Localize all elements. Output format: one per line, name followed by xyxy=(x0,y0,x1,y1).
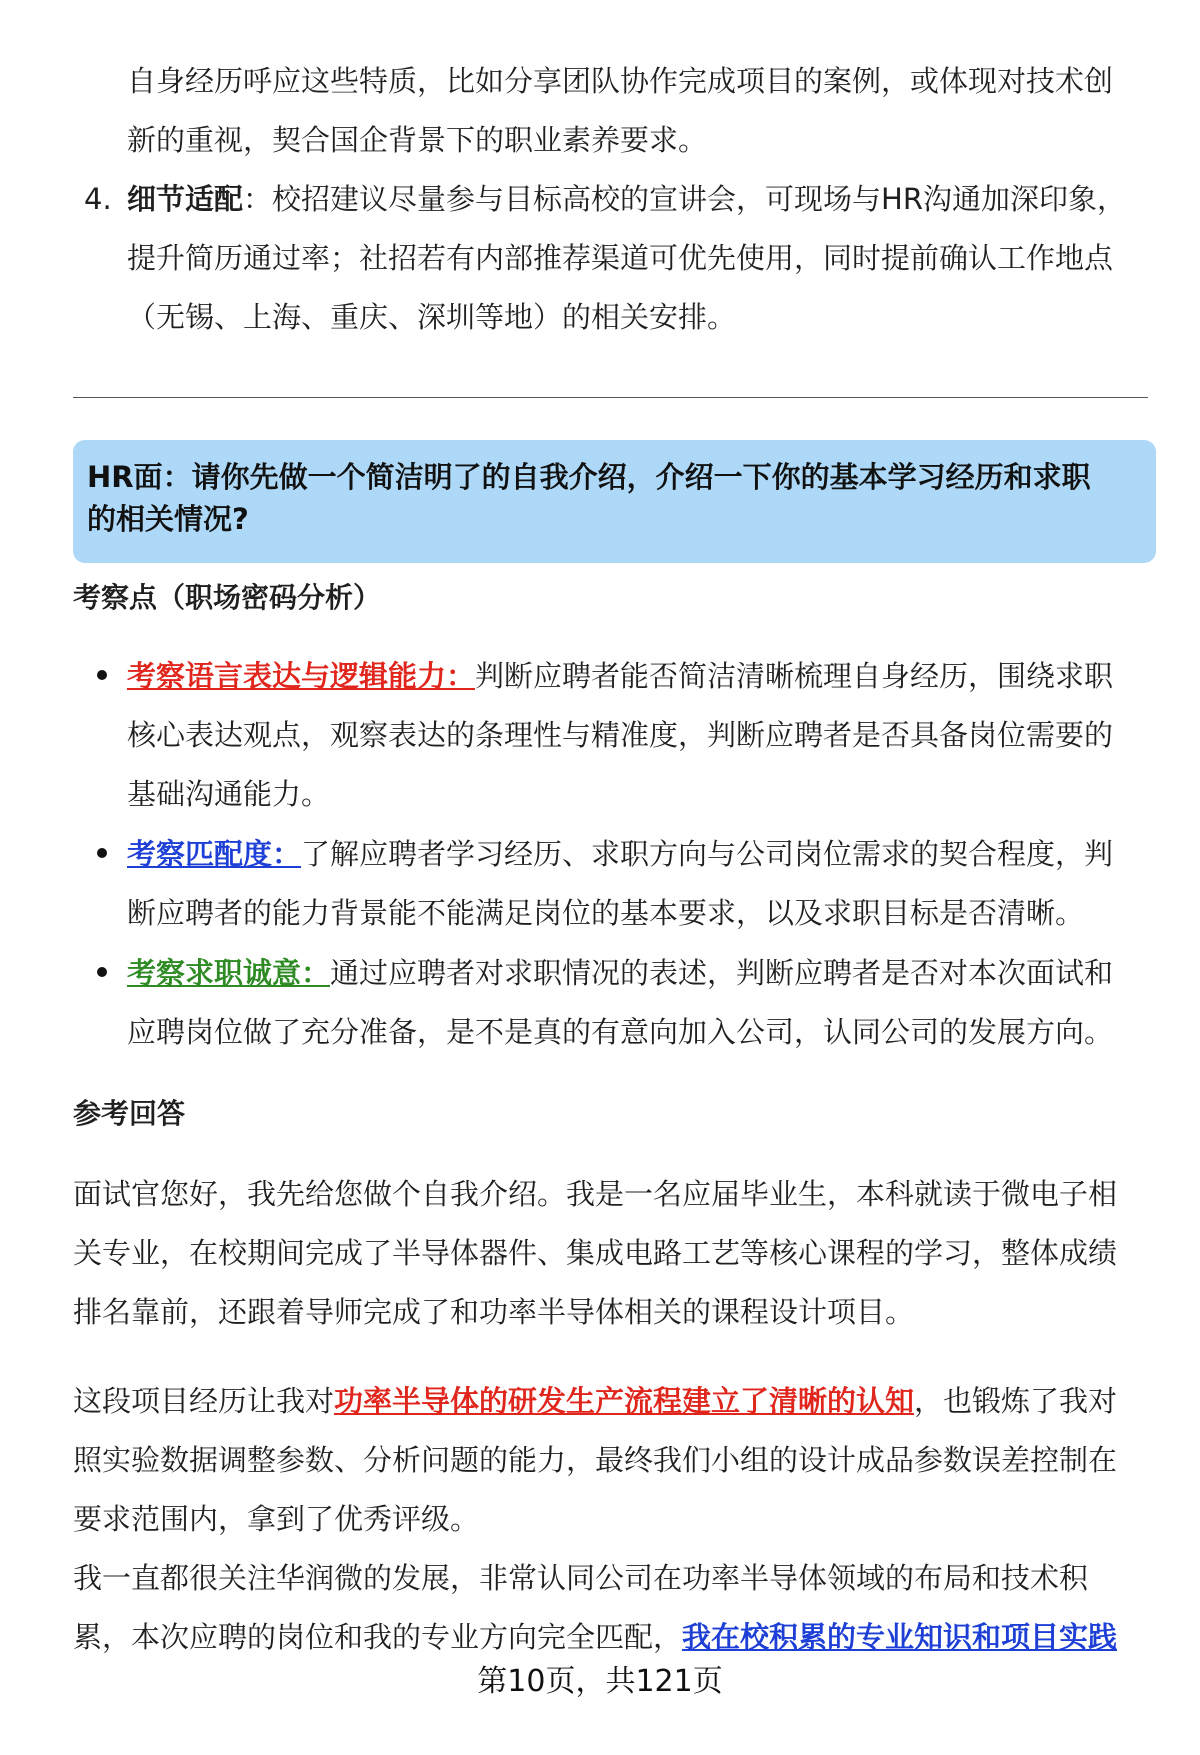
analysis-point xyxy=(127,825,1147,884)
page-number: 第10页，共121页 xyxy=(477,1664,723,1699)
paragraph-line: 基础沟通能力。 xyxy=(127,777,331,811)
question-text xyxy=(87,456,1137,540)
paragraph-line: 核心表达观点，观察表达的条理性与精准度，判断应聘者是否具备岗位需要的 xyxy=(127,718,1114,752)
highlight-red: 功率半导体的研发生产流程建立了清晰的认知 xyxy=(334,1384,915,1418)
bullet-dot xyxy=(97,848,107,858)
point-label: 考察语言表达与逻辑能力： xyxy=(127,659,476,693)
point-text: 判断应聘者能否简洁清晰梳理自身经历，围绕求职 xyxy=(475,659,1114,693)
answer-heading: 参考回答 xyxy=(73,1097,186,1130)
analysis-heading: 考察点（职场密码分析） xyxy=(73,581,382,614)
text-span: 这段项目经历让我对 xyxy=(73,1384,335,1418)
paragraph-line: 自身经历呼应这些特质，比如分享团队协作完成项目的案例，或体现对技术创 xyxy=(127,64,1114,98)
bullet-dot xyxy=(97,967,107,977)
highlight-blue: 我在校积累的专业知识和项目实践 xyxy=(682,1620,1118,1654)
text-span: ，也锻炼了我对 xyxy=(914,1384,1118,1418)
paragraph-line: （无锡、上海、重庆、深圳等地）的相关安排。 xyxy=(127,300,737,334)
item-label: 细节适配 xyxy=(127,182,244,216)
paragraph-line: 应聘岗位做了充分准备，是不是真的有意向加入公司，认同公司的发展方向。 xyxy=(127,1015,1114,1049)
paragraph-line: 面试官您好，我先给您做个自我介绍。我是一名应届毕业生，本科就读于微电子相 xyxy=(73,1177,1118,1211)
point-label: 考察求职诚意： xyxy=(127,956,331,990)
paragraph-line: 照实验数据调整参数、分析问题的能力，最终我们小组的设计成品参数误差控制在 xyxy=(73,1443,1118,1477)
item-text: ：校招建议尽量参与目标高校的宣讲会，可现场与HR沟通加深印象， xyxy=(243,182,1126,216)
point-text: 通过应聘者对求职情况的表述，判断应聘者是否对本次面试和 xyxy=(330,956,1114,990)
question-box xyxy=(73,440,1156,563)
text-span: 累，本次应聘的岗位和我的专业方向完全匹配， xyxy=(73,1620,683,1654)
bullet-dot xyxy=(97,670,107,680)
question-line: HR面：请你先做一个简洁明了的自我介绍，介绍一下你的基本学习经历和求职 xyxy=(87,460,1091,494)
list-number: 4. xyxy=(84,182,112,216)
paragraph-line: 新的重视，契合国企背景下的职业素养要求。 xyxy=(127,123,708,157)
paragraph-line: 排名靠前，还跟着导师完成了和功率半导体相关的课程设计项目。 xyxy=(73,1295,915,1329)
paragraph-line: 提升简历通过率；社招若有内部推荐渠道可优先使用，同时提前确认工作地点 xyxy=(127,241,1114,275)
list-item-4 xyxy=(127,170,1147,229)
paragraph-line: 我一直都很关注华润微的发展，非常认同公司在功率半导体领域的布局和技术积 xyxy=(73,1561,1089,1595)
section-divider xyxy=(73,397,1148,398)
paragraph-line xyxy=(73,1372,1148,1431)
question-line: 的相关情况? xyxy=(87,502,249,536)
point-text: 了解应聘者学习经历、求职方向与公司岗位需求的契合程度，判 xyxy=(301,837,1114,871)
paragraph-line xyxy=(73,1608,1148,1667)
paragraph-line: 关专业，在校期间完成了半导体器件、集成电路工艺等核心课程的学习，整体成绩 xyxy=(73,1236,1118,1270)
analysis-point xyxy=(127,944,1147,1003)
point-label: 考察匹配度： xyxy=(127,837,302,871)
paragraph-line: 要求范围内，拿到了优秀评级。 xyxy=(73,1502,480,1536)
analysis-point xyxy=(127,647,1147,706)
paragraph-line: 断应聘者的能力背景能不能满足岗位的基本要求，以及求职目标是否清晰。 xyxy=(127,896,1085,930)
